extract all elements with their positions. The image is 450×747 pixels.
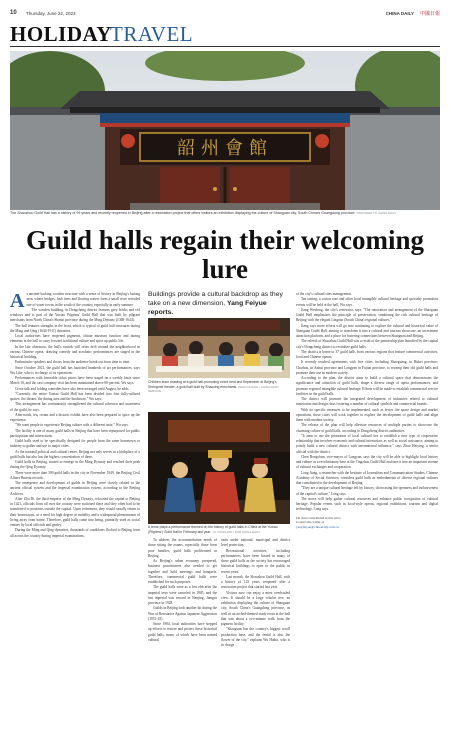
paragraph: units under national, municipal and district level protection. — [221, 538, 290, 548]
article-deck — [148, 290, 290, 317]
photo-a-caption-text: Children learn drawing at a guild hall-promoting event held last September at Beijing's Shengmei theater, a guild hall built by Shaoxing merchants. — [148, 380, 277, 389]
paragraph: "Currently, the entire Yuxiao Guild Hall has been divided into four fully-utilized spaces: the theater, the dining area and the bookstore," Wu says. — [10, 391, 140, 401]
paragraph: Performances with favorable ticket prices have been staged on a weekly basis since March 10, and the cast company visit has been maintained above 80 percent, Wu says. — [10, 376, 140, 386]
paragraph: Cross-talk and folding comedies have also been arranged until August, he adds. — [15, 386, 130, 391]
paragraph: To address the accommodation needs of those sitting the exams, especially those from poor families, guild halls proliferated in Beijing. — [148, 538, 217, 558]
issue-date: Thursday, June 22, 2023 — [26, 11, 76, 16]
contact-label: Contact the writer at — [296, 520, 324, 525]
page-header — [10, 8, 440, 20]
opera-performance-illustration — [148, 412, 290, 524]
paragraph: Tea tasting, a cotton rose and other local intangible cultural heritage and specialty promotion events will be held at the hall, Wu says. — [296, 297, 438, 307]
paragraph: In the late afternoon, the hall's sounds will often drift around the neighborhood as various Chinese opera, drawing comedy and acrobatic performances are staged in the historical building. — [10, 344, 140, 359]
paragraph: of the city's cultural sites management. — [296, 292, 352, 296]
paragraph: Recreational activities, including performances, have been hosted in many of those guild halls as the society has encouraged historical buildings to open to the public in recent years. — [221, 548, 290, 574]
paragraph: Guild halls in Beijing, started to emerge in the Ming Dynasty and reached their peak during the Qing Dynasty. — [10, 460, 140, 470]
deck-author: Yang Feiyue reports. — [148, 300, 267, 316]
publication-name-chinese: 中國日報 — [419, 11, 440, 17]
paragraph: The hall features strengths in the front, which is typical of guild hall structures during the Ming and Qing (1644-1911) dynasties. — [10, 323, 140, 333]
paragraph: Jiang says more efforts will go into continuing to explore the cultural and historical value of Shaoguan Guild Hall, aiming to transform it into a cultural and tourism showcase, an investment attraction platform, and a place for fostering connections between Shaoguan and Beijing. — [296, 323, 438, 338]
paragraph: Enthusiastic speakers and shows from the audience break out from time to time. — [15, 360, 131, 365]
top-photo-credit: PROVIDED TO CHINA DAILY — [356, 211, 397, 215]
children-drawing-photo — [148, 318, 290, 378]
paragraph: Local authorities have reopened pigments, obtain museum function and during elements in the hall to carry forward traditional culture and spice up public life. — [10, 334, 140, 344]
children-drawing-illustration — [148, 318, 290, 378]
article-headline: Guild halls regain their welcoming lure — [25, 225, 425, 284]
paragraph: Chen Rongchun, vice-mayor of Longyan, says the city will be able to highlight local history and culture as a revolutionary base at the Tingzhou Guild Hall and turn it into an important avenue of cultural exchanges and cooperation. — [296, 454, 438, 470]
paragraph: The emergence and development of guilds in Beijing were closely related to the ancient official system and the imperial examination system, according to the Beijing Archives. — [10, 481, 140, 496]
paragraph: The facility is one of many guild halls in Beijing that have been repurposed for public participation and interactions. — [10, 428, 140, 438]
paragraph: According to the plan, the district aims to build a cultural space that demonstrates the significance and attraction of guild halls, shape a diverse range of opera performances, and promote regional intangible cultural heritage. Efforts will be made to establish commercial service facilities in the guild halls. — [296, 376, 438, 396]
paragraph: Guild halls used to be specifically designed for people from the same hometown or industry to gather and use to major cities. — [10, 439, 140, 449]
paragraph: "It aims to use the promotion of local cultural ties to establish a new type of cooperative relationship that involves economic and cultural interaction, as well as social assistance, aiming to jointly build a new cultural district with international influence," says Zhao Haiying, a senior official with the district. — [296, 433, 438, 454]
byline — [296, 516, 438, 530]
top-photo-caption-text: The Shaozhou Guild Hall has a history of 99 years and recently reopened in Beijing after a restoration project that offers visitors an exhibition displaying the culture of Shaoguan city, South China's Guangdong province. — [10, 211, 356, 215]
photo-b-caption-text: A tenor plays a performance themed on the history of guild halls in China at the Yuxiao (Pilgrims') Guild Hall in February last year. — [148, 525, 278, 534]
paragraph: There were more than 390 guild halls in the city in November 1949, the Beijing Civil Affairs Bureau records. — [10, 470, 140, 480]
guild-hall-gate-illustration — [10, 51, 440, 210]
paragraph: Since October 2021, the guild hall has launched hundreds of art performances, says Wu Lihe, who is in charge of its operations. — [10, 365, 140, 375]
deck-text: Buildings provide a cultural backdrop as they take on a new dimension, — [148, 291, 283, 307]
top-photo-caption — [10, 211, 440, 216]
paragraph: Guilds in Beijing took another hit during the War of Resistance Against Japanese Aggression (1931-45). — [148, 606, 217, 621]
paragraph: With its specific measures to be implemented, such as fewer fire space design and market operations, these cities will work together to explore the development of guild halls and align them with modern society. — [296, 407, 438, 422]
section-title-travel: TRAVEL — [110, 22, 194, 46]
drop-cap: A — [10, 290, 25, 312]
opera-performance-photo — [148, 412, 290, 524]
paragraph: The district will promote the integrated development of industries related to cultural innovation and design, thus fostering a number of cultural symbols and commercial brands. — [296, 397, 438, 407]
section-title-holiday: HOLIDAY — [10, 22, 112, 46]
page-number: 10 — [10, 10, 17, 16]
paragraph: Afterwards, tea, cream and a historic exhibit have also been prepared to spice up the experience. — [10, 412, 140, 422]
paragraph: Since 1984, local authorities have stepped up efforts to restore and protect these historical guild halls, many of which have been named cultural — [148, 622, 217, 642]
paragraph: "We want people to experience Beijing culture with a different taste," Wu says. — [15, 423, 129, 428]
paragraph: During the Ming and Qing dynasties, thousands of candidates flocked to Beijing from all across the country during imperial examinations. — [10, 528, 140, 538]
paragraph: "They are a unique cultural heritage left by history, showcasing the openness and inclusiveness of the capital's culture," Long says. — [296, 486, 438, 496]
paragraph: As Beijing's urban economy prospered, business practitioners also needed to get together and hold meetings and banquets. Therefore, commercial guild halls were established for such purposes. — [148, 559, 217, 584]
photo-a-caption — [148, 380, 290, 394]
paragraph: It recently reached agreements with five cities, including Shaoguang, in Hubei province; Chizhou, in Anhui province and Longyan in Fujian province, to revamp their old guild halls and promote their use in modern society. — [296, 360, 438, 375]
photo-b-caption — [148, 525, 290, 534]
paragraph: The guild halls were as a low ebb after the imperial tests were canceled in 1905, and the last imperial was toward in Nanjing, Jiangsu province in 1928. — [148, 585, 217, 605]
paragraph: The wooden building, in Dongcheng district features grey bricks and red windows and is part of the Yuxiao Pilgrims' Guild Hall that was built by pilgrant merchants from North China's Shanxi province during the Ming Dynasty (1368-1644). — [10, 307, 140, 323]
photo-a-credit: ZHAO HUANG / CHINA DAILY SERVICE — [148, 384, 280, 394]
guild-hall-signboard: 韶州會館 — [177, 138, 273, 159]
article-column-2a — [148, 538, 217, 643]
paragraph: s ancient-looking wooden structure with a sense of history in Beijing's hutong area, where bridges, lush trees and flowing waters form a small river revealed one of water towns in the south of the country, especially in early summer. — [26, 292, 140, 307]
paragraph: The refresh of Shaozhou Guild Hall was a result of the partnership plan launched by the capital city's Dongcheng district to revitalize guild halls. — [296, 339, 438, 349]
paragraph: "Shaoguan has the country's biggest scroll production base, and the rental is also the flower of the city," explains Wu Haibo, who is in charge — [221, 627, 290, 647]
paragraph: The move will help gather cultural resources and enhance public recognition of cultural heritage. Popular events such as local-style operas, regional exhibitions, tourism and digital technology, Long says. — [296, 496, 438, 512]
publication-name: CHINA DAILY — [385, 11, 414, 16]
paragraph: Long Jiang, a researcher with the Institute of Journalism and Communication Studies, Chinese Academy of Social Sciences, considers guild halls as embodiments of diverse regional cultures that contributed to the development of Beijing. — [296, 470, 438, 485]
paragraph: This arrangement has continuously strengthened the cultural cohesion and awareness of the guild, he says. — [10, 402, 140, 412]
paragraph: As the national political and cultural center, Beijing not only serves as a birthplace of a guild halls but also has the highest concentration of them. — [10, 449, 140, 459]
paragraph: After Zhu Di, the third emperor of the Ming Dynasty, relocated the capital to Beijing in 1421, officials from all over the country were stationed there and they often had to be transferred to positions outside the capital. Upon retirement, they would usually return to their hometowns, so a need for high degree of mobility and a widespread phenomenon of living away from home. Therefore, guild halls came into being, primarily used as social venues by local officials and gentry. — [10, 496, 140, 527]
article-column-2b — [221, 538, 290, 648]
paragraph: Last month, the Shaozhou Guild Hall, with a history of 125 years, reopened after a restoration project that started last year. — [221, 574, 290, 590]
section-title — [10, 22, 440, 47]
paragraph: The release of the plan will help alleviate resources of multiple parties to showcase the charming culture of guild halls, according to Dongcheng district authorities. — [296, 423, 438, 433]
article-column-1 — [10, 292, 140, 539]
paragraph: The district is home to 37 guild halls from various regions that feature commercial activities, food and Chinese operas. — [296, 349, 438, 359]
contact-email-link[interactable]: yangfeiyue@chinadaily.com.cn — [296, 525, 339, 530]
guild-hall-gate-photo — [10, 51, 440, 210]
photo-b-credit: YU XIANGJUN / FOR CHINA DAILY — [212, 529, 261, 534]
article-column-3 — [296, 292, 438, 530]
paragraph: Visitors now can enjoy a most overhauled view. It should be a large scholar tree, an exhibition displaying the culture of Shaoguan city, South China's Guangdong province, as well as an arched-themed study room at the hall that was about a two-minute walk from the pigment facility. — [221, 590, 290, 626]
paragraph: Jiang Weidong, the city's renovator, says, "The renovation and arrangement of the Shaoguan Guild Hall emphasizes the principle of preservation, combining the rich cultural heritage of Beijing with the elegant Lingnan (South China) regional cultures." — [296, 307, 438, 323]
contributor-note: Du Juan contributed to this story. — [296, 515, 342, 520]
